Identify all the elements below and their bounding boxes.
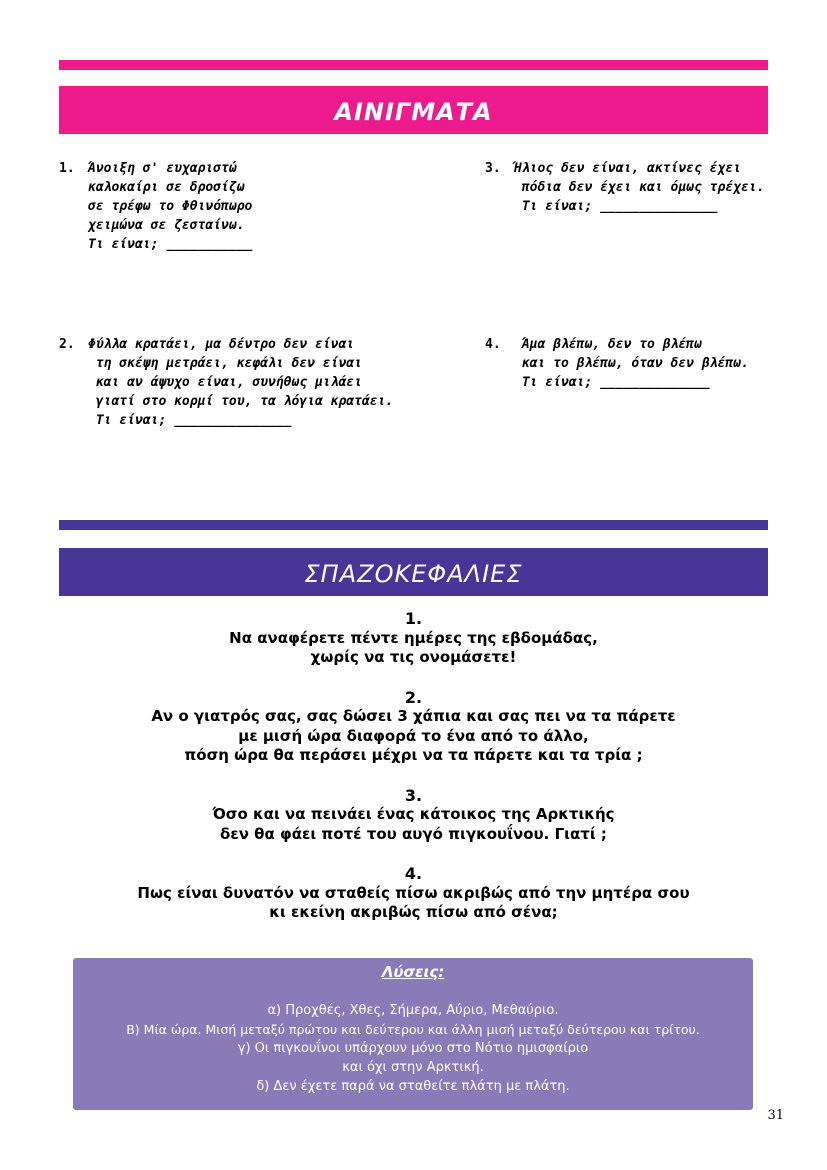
riddle-number: 4. bbox=[485, 337, 501, 352]
riddle-answer-line: Τι είναι; _______________ bbox=[514, 199, 718, 214]
riddle-line: πόδια δεν έχει και όμως τρέχει. bbox=[514, 180, 765, 195]
brainteaser-line: δεν θα φάει ποτέ του αυγό πιγκουΐνου. Γιατί ; bbox=[220, 824, 607, 843]
brainteaser-line: κι εκείνη ακριβώς πίσω από σένα; bbox=[269, 903, 558, 921]
riddles-banner bbox=[59, 86, 768, 134]
riddle-line: και αν άψυχο είναι, συνήθως μιλάει bbox=[88, 375, 362, 390]
brainteaser-number: 2. bbox=[404, 687, 423, 707]
brainteaser-1 bbox=[59, 609, 768, 668]
riddle-4 bbox=[485, 335, 785, 392]
riddle-line: καλοκαίρι σε δροσίζω bbox=[88, 180, 245, 195]
solution-line: Β) Μία ώρα. Μισή μεταξύ πρώτου και δεύτερου και άλλη μισή μεταξύ δεύτερου και τρίτου. bbox=[126, 1022, 700, 1037]
brainteaser-number: 3. bbox=[404, 785, 423, 805]
brainteaser-line: Αν ο γιατρός σας, σας δώσει 3 χάπια και σας πει να τα πάρετε bbox=[151, 707, 676, 725]
riddle-3 bbox=[485, 159, 785, 216]
brainteaser-line: χωρίς να τις ονομάσετε! bbox=[310, 648, 517, 666]
riddle-line: γιατί στο κορμί του, τα λόγια κρατάει. bbox=[88, 394, 394, 409]
brainteaser-number: 1. bbox=[404, 609, 423, 628]
solution-line: και όχι στην Αρκτική. bbox=[342, 1060, 484, 1075]
riddle-line: σε τρέφω το Φθινόπωρο bbox=[88, 199, 253, 214]
brainteaser-2 bbox=[59, 688, 768, 766]
riddle-line: Άμα βλέπω, δεν το βλέπω bbox=[514, 337, 702, 352]
brainteaser-line: Πως είναι δυνατόν να σταθείς πίσω ακριβώς από την μητέρα σου bbox=[137, 883, 690, 902]
brainteaser-line: Όσο και να πεινάει ένας κάτοικος της Αρκτικής bbox=[212, 805, 615, 823]
riddle-number: 3. bbox=[485, 161, 501, 176]
page-number: 31 bbox=[767, 1108, 784, 1123]
brainteaser-4 bbox=[59, 864, 768, 923]
riddle-1 bbox=[59, 159, 399, 254]
brainteasers-banner bbox=[59, 548, 768, 596]
brainteasers-title: ΣΠΑΖΟΚΕΦΑΛΙΕΣ bbox=[304, 560, 523, 588]
riddle-2 bbox=[59, 335, 439, 430]
brainteasers-list bbox=[59, 609, 768, 943]
brainteaser-3 bbox=[59, 786, 768, 845]
riddles-top-rule bbox=[59, 60, 768, 70]
brainteaser-line: με μισή ώρα διαφορά το ένα από το άλλο, bbox=[238, 726, 589, 745]
solutions-title: Λύσεις: bbox=[381, 963, 445, 981]
riddle-line: τη σκέψη μετράει, κεφάλι δεν είναι bbox=[88, 356, 362, 371]
solution-line: γ) Οι πιγκουΐνοι υπάρχουν μόνο στο Νότιο ημισφαίριο bbox=[237, 1041, 589, 1056]
riddles-title: ΑΙΝΙΓΜΑΤΑ bbox=[334, 98, 493, 126]
riddle-answer-line: Τι είναι; ___________ bbox=[88, 237, 253, 252]
riddle-line: Άνοιξη σ' ευχαριστώ bbox=[88, 161, 237, 176]
solution-line: α) Προχθές, Χθες, Σήμερα, Αύριο, Μεθαύριο. bbox=[267, 1003, 559, 1018]
riddle-line: και το βλέπω, όταν δεν βλέπω. bbox=[514, 356, 749, 371]
riddle-answer-line: Τι είναι; _______________ bbox=[88, 413, 292, 428]
riddle-answer-line: Τι είναι; ______________ bbox=[514, 375, 710, 390]
brainteasers-top-rule bbox=[59, 520, 768, 530]
riddle-number: 1. bbox=[59, 161, 75, 176]
riddle-line: Φύλλα κρατάει, μα δέντρο δεν είναι bbox=[88, 337, 355, 352]
riddle-line: Ήλιος δεν είναι, ακτίνες έχει bbox=[514, 161, 741, 176]
solutions-box bbox=[73, 958, 753, 1110]
brainteaser-line: πόση ώρα θα περάσει μέχρι να τα πάρετε και τα τρία ; bbox=[184, 746, 643, 764]
brainteaser-number: 4. bbox=[404, 864, 423, 883]
riddle-number: 2. bbox=[59, 337, 75, 352]
solution-line: δ) Δεν έχετε παρά να σταθείτε πλάτη με πλάτη. bbox=[256, 1079, 570, 1094]
brainteaser-line: Να αναφέρετε πέντε ημέρες της εβδομάδας, bbox=[229, 628, 598, 647]
riddle-line: χειμώνα σε ζεσταίνω. bbox=[88, 218, 245, 233]
